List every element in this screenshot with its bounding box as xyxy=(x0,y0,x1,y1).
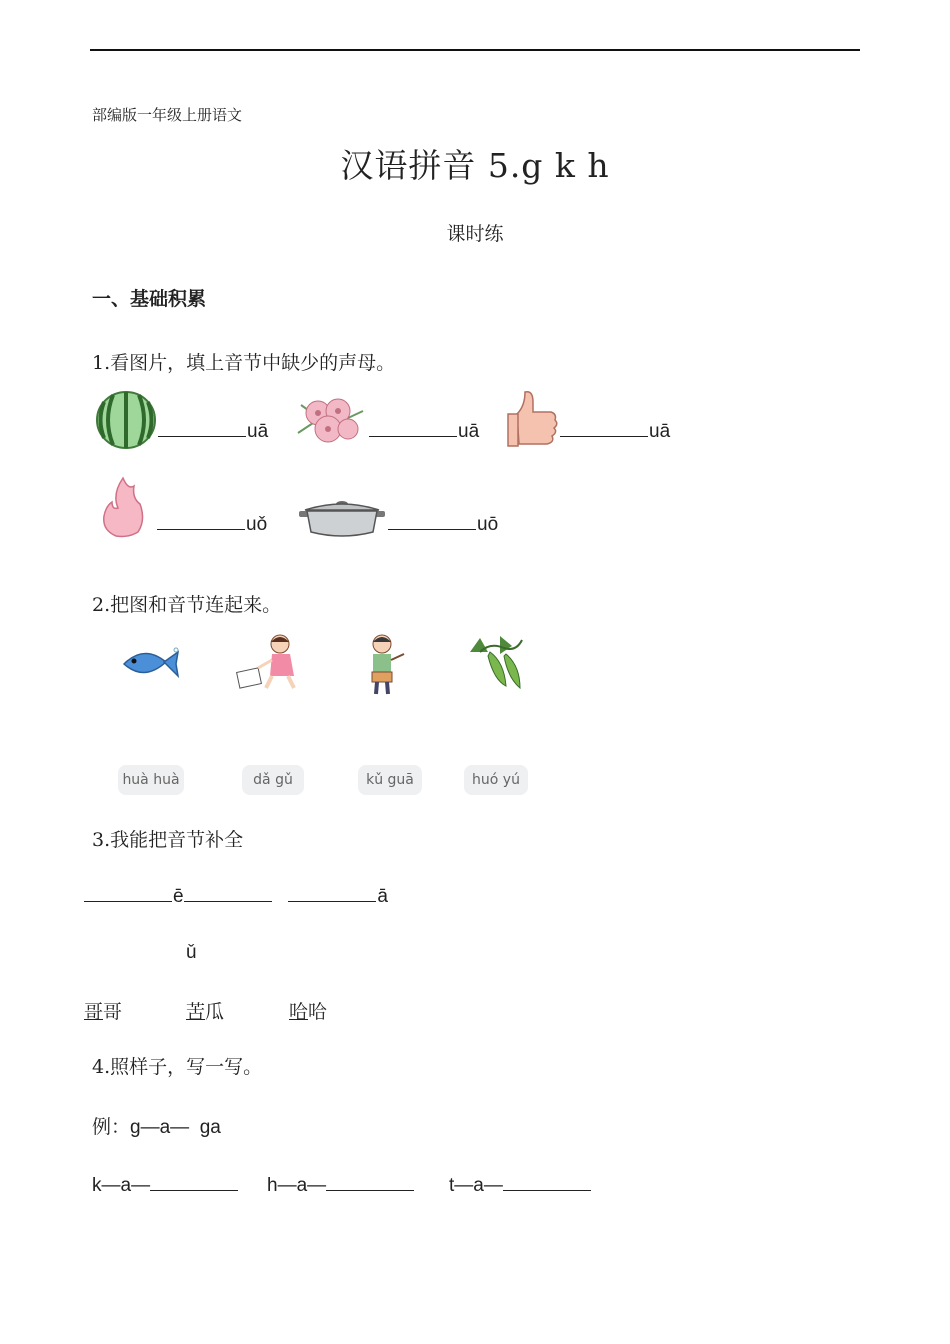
q4-example: 例：g—a— ga xyxy=(92,1117,221,1138)
header-rule xyxy=(90,49,860,51)
section-heading: 一、基础积累 xyxy=(92,288,207,310)
answer-blank[interactable] xyxy=(158,418,246,437)
answer-blank[interactable] xyxy=(369,418,457,437)
syllable-tag[interactable]: kǔ guā xyxy=(358,765,422,795)
q1-suffix: uā xyxy=(247,421,269,442)
q1-suffix: uǒ xyxy=(246,514,268,535)
q3-prompt: 3.我能把音节补全 xyxy=(92,829,244,851)
q1-answer-5[interactable] xyxy=(388,511,498,536)
fish-icon xyxy=(118,644,184,684)
q1-suffix: uō xyxy=(477,514,499,535)
q1-prompt: 1.看图片，填上音节中缺少的声母。 xyxy=(92,352,396,374)
q1-suffix: uā xyxy=(649,421,671,442)
answer-blank[interactable] xyxy=(560,418,648,437)
q4-prompt: 4.照样子，写一写。 xyxy=(92,1056,263,1078)
q1-answer-4[interactable] xyxy=(157,511,267,536)
page-title: 汉语拼音 5.g k h xyxy=(340,146,610,185)
answer-blank[interactable] xyxy=(157,511,245,530)
q3-char: 苦 xyxy=(186,1001,206,1023)
q3-word-3 xyxy=(289,997,327,1024)
q3-vowel-u: ǔ xyxy=(186,942,197,963)
flower-icon xyxy=(293,393,367,451)
q3-word-1 xyxy=(84,997,122,1024)
page-subtitle: 课时练 xyxy=(446,223,504,245)
thumbs-up-icon xyxy=(505,388,559,450)
q4-item-text: t—a— xyxy=(449,1175,503,1196)
q3-vowel: ā xyxy=(377,886,388,907)
q3-char: 哥 xyxy=(84,1001,104,1023)
q1-suffix: uā xyxy=(458,421,480,442)
q1-answer-2[interactable] xyxy=(369,418,479,443)
q3-vowel: ē xyxy=(173,886,184,907)
answer-blank[interactable] xyxy=(150,1172,238,1191)
q4-item-3[interactable] xyxy=(449,1172,592,1197)
watermelon-icon xyxy=(95,390,157,450)
q3-char: 瓜 xyxy=(205,1001,225,1023)
syllable-tag[interactable]: huó yú xyxy=(464,765,528,795)
q3-char: 哈 xyxy=(289,1001,309,1023)
girl-drawing-icon xyxy=(236,632,306,692)
syllable-tag[interactable]: huà huà xyxy=(118,765,184,795)
fire-icon xyxy=(98,476,148,540)
q1-answer-3[interactable] xyxy=(560,418,670,443)
q3-blanks-row xyxy=(84,883,388,908)
q4-item-2[interactable] xyxy=(267,1172,415,1197)
q4-item-text: k—a— xyxy=(92,1175,151,1196)
q3-char: 哈 xyxy=(308,1001,328,1023)
answer-blank[interactable] xyxy=(288,883,376,902)
grade-label: 部编版一年级上册语文 xyxy=(92,106,243,124)
answer-blank[interactable] xyxy=(388,511,476,530)
q4-item-text: h—a— xyxy=(267,1175,327,1196)
boy-drum-icon xyxy=(360,632,410,698)
answer-blank[interactable] xyxy=(326,1172,414,1191)
answer-blank[interactable] xyxy=(184,883,272,902)
q3-word-2 xyxy=(186,997,224,1024)
answer-blank[interactable] xyxy=(503,1172,591,1191)
bitter-melon-icon xyxy=(460,632,530,692)
pot-icon xyxy=(297,494,387,540)
q1-answer-1[interactable] xyxy=(158,418,268,443)
q3-char: 哥 xyxy=(103,1001,123,1023)
answer-blank[interactable] xyxy=(84,883,172,902)
q2-prompt: 2.把图和音节连起来。 xyxy=(92,594,282,616)
q4-item-1[interactable] xyxy=(92,1172,239,1197)
syllable-tag[interactable]: dǎ gǔ xyxy=(242,765,304,795)
